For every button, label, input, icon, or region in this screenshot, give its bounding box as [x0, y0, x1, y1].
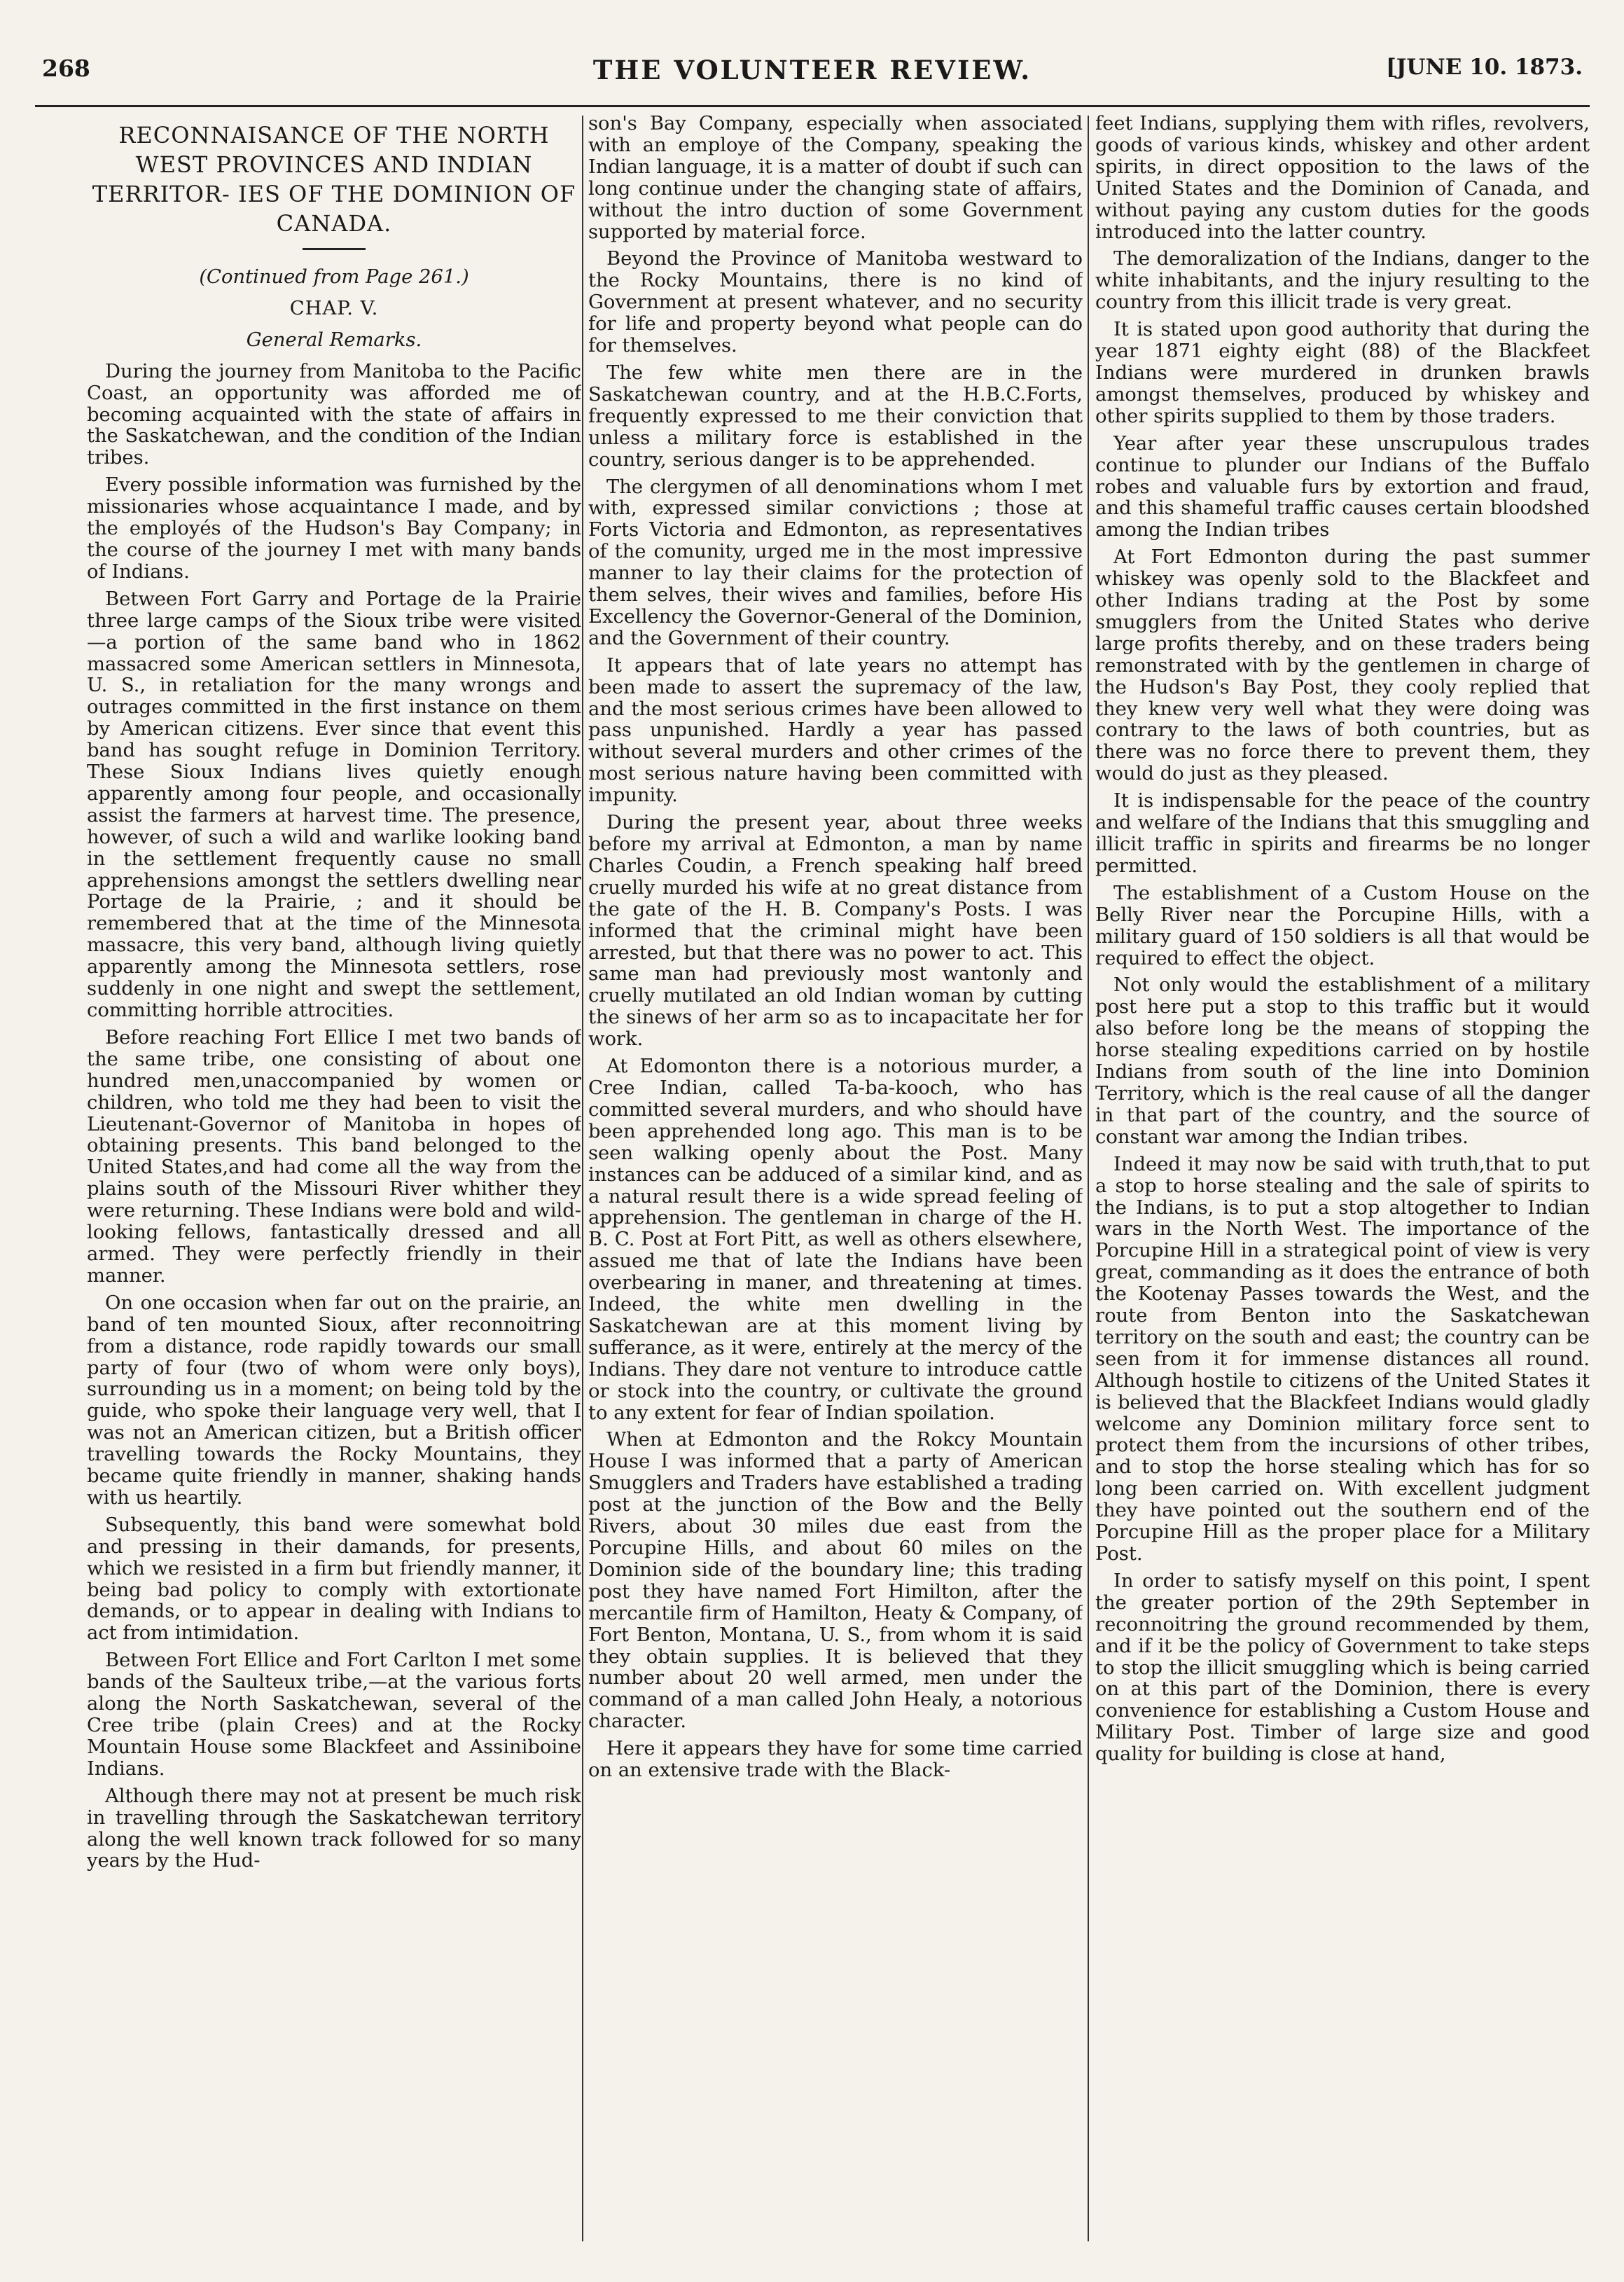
paragraph: It appears that of late years no attempt has been made to assert the supremacy of the law, and the most serious crimes have been allowed to pass unpunished. Hardly a year has passed without several murders and other crimes of the most serious nature having been committed with impunity. [588, 654, 1083, 807]
title-rule [303, 248, 366, 250]
paragraph: feet Indians, supplying them with rifles, revolvers, goods of various kinds, whiskey and other ardent spirits, in direct opposition to the laws of the United States and the Dominion of Canada, and without paying any custom duties for the goods introduced into the latter country. [1095, 113, 1590, 243]
chapter-heading: CHAP. V. [289, 297, 379, 319]
paragraph: Here it appears they have for some time carried on an extensive trade with the Black- [588, 1738, 1083, 1782]
paragraph: The demoralization of the Indians, danger to the white inhabitants, and the injury resulting to the country from this illicit trade is very great. [1095, 248, 1590, 314]
paragraph: During the journey from Manitoba to the Pacific Coast, an opportunity was afforded me of becoming acquainted with the state of affairs in the Saskatchewan, and the condition of the Indian tribes. [87, 360, 581, 469]
section-heading: General Remarks. [246, 329, 422, 351]
column-2 [588, 113, 1083, 2243]
masthead-title: THE VOLUNTEER REVIEW. [592, 55, 1032, 85]
paragraph: The clergymen of all denominations whom I met with, expressed similar convictions ; those at Forts Victoria and Edmonton, as representatives of the comunity, urged me in the most impressive manner to lay their claims for the protection of them selves, their wives and families, before His Excellency the Governor-General of the Dominion, and the Government of their country. [588, 476, 1083, 649]
paragraph: Subsequently, this band were somewhat bold and pressing in their damands, for presents, which we resisted in a firm but friendly manner, it being bad policy to comply with extortionate demands, or to appear in dealing with Indians to act from intimidation. [87, 1514, 581, 1645]
paragraph: The few white men there are in the Saskatchewan country, and at the H.B.C.Forts, frequently expressed to me their conviction that unless a military force is established in the country, serious danger is to be apprehended. [588, 361, 1083, 471]
header-rule [35, 105, 1590, 107]
paragraph: On one occasion when far out on the prairie, an band of ten mounted Sioux, after reconnoitring from a distance, rode rapidly towards our small party of four (two of whom were only boys), surrounding us in a moment; on being told by the guide, who spoke their language very well, that I was not an American citizen, but a British officer travelling towards the Rocky Mountains, they became quite friendly in manner, shaking hands with us heartily. [87, 1292, 581, 1509]
page-number: 268 [42, 55, 90, 82]
paragraph: At Edomonton there is a notorious murder, a Cree Indian, called Ta-ba-kooch, who has committed several murders, and who should have been apprehended long ago. This man is to be seen walking openly about the Post. Many instances can be adduced of a similar kind, and as a natural result there is a wide spread feeling of apprehension. The gentleman in charge of the H. B. C. Post at Fort Pitt, as well as others elsewhere, assued me that of late the Indians have been overbearing in maner, and threatening at times. Indeed, the white men dwelling in the Saskatchewan are at this moment living by sufferance, as it were, entirely at the mercy of the Indians. They dare not venture to introduce cattle or stock into the country, or cultivate the ground to any extent for fear of Indian spoilation. [588, 1056, 1083, 1424]
paragraph: Although there may not at present be much risk in travelling through the Saskatchewan territory along the well known track followed for so many years by the Hud- [87, 1785, 581, 1872]
paragraph: Year after year these unscrupulous trades continue to plunder our Indians of the Buffalo robes and valuable furs by extortion and fraud, and this shameful traffic causes certain bloodshed among the Indian tribes [1095, 432, 1590, 541]
paragraph: It is stated upon good authority that during the year 1871 eighty eight (88) of the Blackfeet Indians were murdered in drunken brawls amongst themselves, produced by whiskey and other spirits supplied to them by those traders. [1095, 319, 1590, 427]
paragraph: Every possible information was furnished by the missionaries whose acquaintance I made, and by the employés of the Hudson's Bay Company; in the course of the journey I met with many bands of Indians. [87, 474, 581, 583]
paragraph: At Fort Edmonton during the past summer whiskey was openly sold to the Blackfeet and other Indians trading at the Post by some smugglers from the United States who derive large profits thereby, and on these traders being remonstrated with by the gentlemen in charge of the Hudson's Bay Post, they cooly replied that they knew very well what they were doing was contrary to the laws of both countries, but as there was no force there to prevent them, they would do just as they pleased. [1095, 546, 1590, 785]
column-divider [1088, 116, 1089, 2241]
paragraph: Before reaching Fort Ellice I met two bands of the same tribe, one consisting of about one hundred men,unaccompanied by women or children, who told me they had been to visit the Lieutenant-Governor of Manitoba in hopes of obtaining presents. This band belonged to the United States,and had come all the way from the plains south of the Missouri River whither they were returning. These Indians were bold and wild-looking fellows, fantastically dressed and all armed. They were perfectly friendly in their manner. [87, 1026, 581, 1287]
paragraph: When at Edmonton and the Rokcy Mountain House I was informed that a party of American Smugglers and Traders have established a trading post at the junction of the Bow and the Belly Rivers, about 30 miles due east from the Porcupine Hills, and about 60 miles on the Dominion side of the boundary line; this trading post they have named Fort Himilton, after the mercantile firm of Hamilton, Heaty & Company, of Fort Benton, Montana, U. S., from whom it is said they obtain supplies. It is believed that they number about 20 well armed, men under the command of a man called John Healy, a notorious character. [588, 1429, 1083, 1733]
paragraph: During the present year, about three weeks before my arrival at Edmonton, a man by name Charles Coudin, a French speaking half breed cruelly murded his wife at no great distance from the gate of the H. B. Company's Posts. I was informed that the criminal might have been arrested, but that there was no power to act. This same man had previously most wantonly and cruelly mutilated an old Indian woman by cutting the sinews of her arm so as to incapacitate her for work. [588, 812, 1083, 1051]
paragraph: Indeed it may now be said with truth,that to put a stop to horse stealing and the sale of spirits to the Indians, is to put a stop altogether to Indian wars in the North West. The importance of the Porcupine Hill in a strategical point of view is very great, commanding as it does the entrance of both the Kootenay Passes towards the West, and the route from Benton into the Saskatchewan territory on the south and east; the country can be seen from it for immense distances all round. Although hostile to citizens of the United States it is believed that the Blackfeet Indians would gladly welcome any Dominion military force sent to protect them from the incursions of other tribes, and to stop the horse stealing which has for so long been carried on. With excellent judgment they have pointed out the southern end of the Porcupine Hill as the proper place for a Military Post. [1095, 1153, 1590, 1565]
column-1 [87, 113, 581, 2243]
paragraph: Between Fort Ellice and Fort Carlton I met some bands of the Saulteux tribe,—at the various forts along the North Saskatchewan, several of the Cree tribe (plain Crees) and at the Rocky Mountain House some Blackfeet and Assiniboine Indians. [87, 1650, 581, 1780]
page-header [42, 55, 1583, 97]
paragraph: It is indispensable for the peace of the country and welfare of the Indians that this smuggling and illicit traffic in spirits and firearms be no longer permitted. [1095, 790, 1590, 877]
article-title: RECONNAISANCE OF THE NORTH WEST PROVINCES AND INDIAN TERRITOR- IES OF THE DOMINION OF CANADA. [92, 122, 576, 237]
paragraph: son's Bay Company, especially when associated with an employe of the Company, speaking the Indian language, it is a matter of doubt if such can long continue under the changing state of affairs, without the intro duction of some Government supported by material force. [588, 113, 1083, 243]
column-3 [1095, 113, 1590, 2243]
paragraph: Between Fort Garry and Portage de la Prairie three large camps of the Sioux tribe were visited—a portion of the same band who in 1862 massacred some American settlers in Minnesota, U. S., in retaliation for the many wrongs and outrages committed in the first instance on them by American citizens. Ever since that event this band has sought refuge in Dominion Territory. These Sioux Indians lives quietly enough apparently among four people, and occasionally assist the farmers at harvest time. The presence, however, of such a wild and warlike looking band in the settlement frequently cause no small apprehensions amongst the settlers dwelling near Portage de la Prairie, ; and it should be remembered that at the time of the Minnesota massacre, this very band, although living quietly apparently among the Minnesota settlers, rose suddenly in one night and swept the settlement, committing horrible attrocities. [87, 588, 581, 1021]
paragraph: Not only would the establishment of a military post here put a stop to this traffic but it would also before long be the means of stopping the horse stealing expeditions carried on by hostile Indians from south of the line into Dominion Territory, which is the real cause of all the danger in that part of the country, and the source of constant war among the Indian tribes. [1095, 974, 1590, 1148]
paragraph: Beyond the Province of Manitoba westward to the Rocky Mountains, there is no kind of Government at present whatever, and no security for life and property beyond what people can do for themselves. [588, 248, 1083, 357]
continued-note: (Continued from Page 261.) [199, 266, 469, 288]
issue-date: [JUNE 10. 1873. [1386, 55, 1583, 80]
paragraph: In order to satisfy myself on this point, I spent the greater portion of the 29th September in reconnoitring the ground recommended by them, and if it be the policy of Government to take steps to stop the illicit smuggling which is being carried on at this part of the Dominion, there is every convenience for establishing a Custom House and Military Post. Timber of large size and good quality for building is close at hand, [1095, 1570, 1590, 1766]
column-divider [582, 116, 583, 2241]
paragraph: The establishment of a Custom House on the Belly River near the Porcupine Hills, with a military guard of 150 soldiers is all that would be required to effect the object. [1095, 882, 1590, 969]
